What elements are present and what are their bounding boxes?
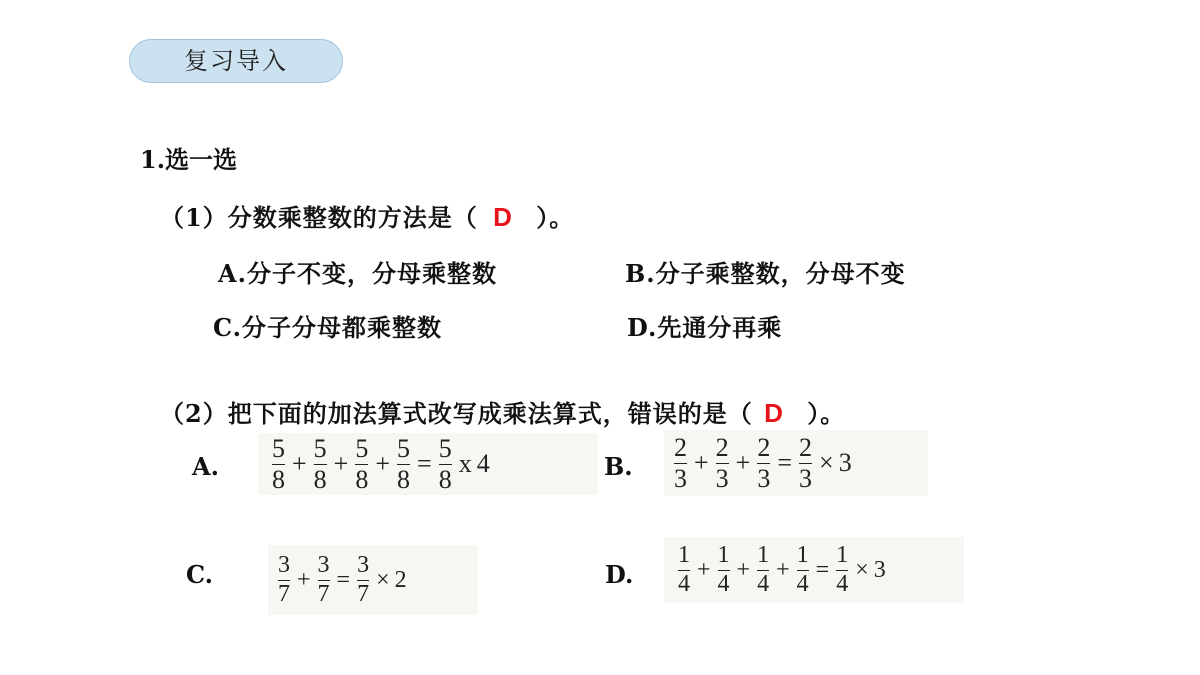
denominator: 7 <box>357 580 370 607</box>
product-fraction <box>799 434 812 492</box>
product-fraction <box>836 543 848 596</box>
addend-fraction <box>674 434 687 492</box>
denominator: 3 <box>799 463 813 493</box>
plus-sign: + <box>292 449 307 478</box>
q1-option-a: A.分子不变，分母乘整数 <box>218 259 497 288</box>
numerator: 1 <box>678 542 690 569</box>
numerator: 3 <box>278 552 290 579</box>
q1-option-b: B.分子乘整数，分母不变 <box>625 259 906 288</box>
addend-fraction <box>318 553 330 606</box>
numerator: 1 <box>796 542 809 569</box>
q1-option-c: C.分子分母都乘整数 <box>213 313 443 342</box>
denominator: 4 <box>717 570 730 597</box>
addend-fraction <box>678 543 690 596</box>
denominator: 4 <box>678 570 690 597</box>
denominator: 8 <box>272 464 285 494</box>
numerator: 3 <box>357 552 370 579</box>
product-fraction <box>357 553 369 606</box>
numerator: 5 <box>272 434 285 464</box>
times-sign: × <box>819 448 834 477</box>
denominator: 7 <box>317 580 330 607</box>
equation-a <box>258 433 598 495</box>
question-1 <box>160 198 574 233</box>
plus-sign: + <box>736 556 751 583</box>
denominator: 7 <box>278 580 290 607</box>
question-1-prefix: （1）分数乘整数的方法是（ <box>160 203 478 232</box>
plus-sign: + <box>697 556 711 583</box>
denominator: 4 <box>796 570 809 597</box>
addend-fraction <box>272 435 285 493</box>
question-2-answer: D <box>764 398 784 428</box>
denominator: 8 <box>438 464 452 494</box>
equation-d <box>664 537 964 603</box>
numerator: 2 <box>757 433 771 463</box>
question-2 <box>160 394 845 429</box>
numerator: 2 <box>674 433 687 463</box>
q2-label-c: C. <box>186 560 214 589</box>
times-sign: × <box>376 566 390 593</box>
addend-fraction <box>797 543 809 596</box>
numerator: 5 <box>438 434 452 464</box>
question-2-prefix: （2）把下面的加法算式改写成乘法算式，错误的是（ <box>160 399 753 428</box>
plus-sign: + <box>333 449 349 478</box>
equals-sign: = <box>336 566 351 593</box>
question-1-suffix: ）。 <box>536 203 575 232</box>
equation-b <box>664 430 928 496</box>
q2-label-d: D. <box>605 560 634 589</box>
plus-sign: + <box>776 556 790 583</box>
times-sign: × <box>855 556 869 583</box>
section-title-pill: 复习导入 <box>129 39 343 83</box>
plus-sign: + <box>297 566 311 593</box>
numerator: 1 <box>717 542 730 569</box>
equals-sign: = <box>815 556 830 583</box>
equals-sign: = <box>777 448 793 477</box>
denominator: 3 <box>757 463 771 493</box>
numerator: 5 <box>313 434 327 464</box>
equation-c <box>268 545 478 615</box>
numerator: 2 <box>799 433 813 463</box>
numerator: 1 <box>836 542 849 569</box>
plus-sign: + <box>694 448 709 477</box>
denominator: 4 <box>757 570 770 597</box>
addend-fraction <box>757 434 770 492</box>
equals-sign: = <box>417 449 432 478</box>
addend-fraction <box>757 543 769 596</box>
numerator: 3 <box>317 552 330 579</box>
q2-label-b: B. <box>604 452 633 481</box>
numerator: 5 <box>397 434 411 464</box>
plus-sign: + <box>735 448 751 477</box>
numerator: 1 <box>757 542 770 569</box>
multiplier: 2 <box>394 566 407 593</box>
q2-label-a: A. <box>192 452 219 481</box>
denominator: 3 <box>674 463 687 493</box>
denominator: 8 <box>355 464 369 494</box>
addend-fraction <box>278 553 290 606</box>
addend-fraction <box>718 543 730 596</box>
denominator: 8 <box>397 464 411 494</box>
product-fraction <box>439 435 452 493</box>
addend-fraction <box>397 435 410 493</box>
denominator: 4 <box>836 570 849 597</box>
multiplier: 3 <box>838 448 852 477</box>
numerator: 2 <box>715 433 729 463</box>
question-1-answer: D <box>493 202 513 232</box>
exercise-heading: 1.选一选 <box>140 145 238 174</box>
times-sign: x <box>458 449 472 478</box>
addend-fraction <box>716 434 729 492</box>
multiplier: 3 <box>873 556 886 583</box>
multiplier: 4 <box>476 449 490 478</box>
numerator: 5 <box>355 434 369 464</box>
denominator: 8 <box>313 464 327 494</box>
denominator: 3 <box>715 463 729 493</box>
addend-fraction <box>355 435 368 493</box>
addend-fraction <box>314 435 327 493</box>
question-2-suffix: ）。 <box>807 399 846 428</box>
plus-sign: + <box>375 449 391 478</box>
q1-option-d: D.先通分再乘 <box>627 313 783 342</box>
